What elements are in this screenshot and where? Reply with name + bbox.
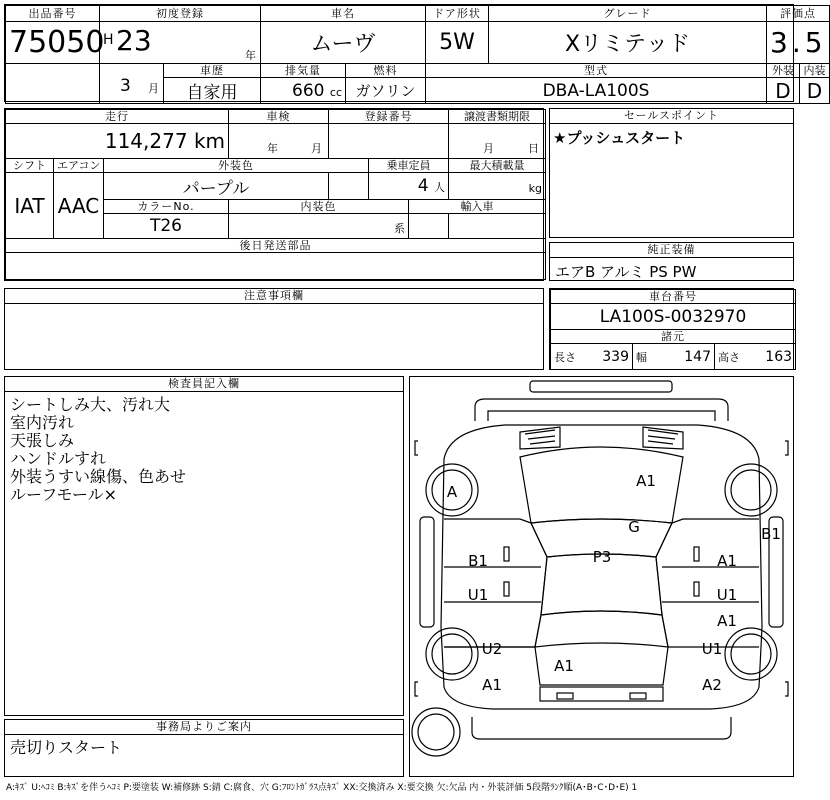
notes-block: [4, 288, 544, 370]
color-no-value: T26: [104, 214, 229, 239]
damage-mark: B1: [761, 525, 781, 543]
damage-mark: A: [446, 483, 458, 501]
fuel-value: ガソリン: [346, 78, 426, 104]
car-name-value: ムーヴ: [261, 22, 426, 64]
color-no-label: カラーNo.: [104, 200, 229, 214]
lot-no-value: 75050: [6, 22, 100, 64]
width-cell: [633, 344, 715, 370]
sales-point-block: [549, 108, 794, 238]
inspector-note: ハンドルすれ: [10, 449, 107, 468]
int-color-label: 内装色: [229, 200, 409, 214]
header-block: [4, 4, 827, 103]
damage-mark: U2: [481, 640, 503, 658]
inspector-note: シートしみ大、汚れ大: [10, 395, 171, 414]
person-unit: 人: [434, 181, 446, 195]
inspection-cell: [229, 124, 329, 159]
damage-diagram: [409, 376, 794, 777]
inspector-notes: [5, 392, 403, 508]
inspection-month-unit: 月: [311, 142, 323, 156]
inspector-note: ルーフモール×: [10, 485, 118, 504]
inspector-block: [4, 376, 404, 716]
inspector-note: 外装うすい線傷、色あせ: [10, 467, 187, 486]
later-parts-label: 後日発送部品: [6, 239, 546, 253]
interior-label: 内装: [800, 64, 830, 78]
reg-no-label: 登録番号: [329, 110, 449, 124]
reg-month-cell: [100, 64, 164, 104]
score-label: 評価点: [767, 6, 830, 22]
max-load-cell: [449, 173, 546, 200]
office-label: 事務局よりご案内: [5, 720, 403, 735]
chassis-value: LA100S-0032970: [551, 304, 796, 330]
transfer-day-unit: 日: [528, 142, 540, 156]
width-value: 147: [684, 348, 711, 365]
damage-mark: G: [628, 518, 640, 536]
grade-label: グレード: [489, 6, 767, 22]
first-reg-year-cell: [100, 22, 261, 64]
length-label: 長さ: [554, 350, 576, 364]
import-label: 輸入車: [409, 200, 546, 214]
damage-mark: A1: [717, 552, 737, 570]
inspection-label: 車検: [229, 110, 329, 124]
ext-color-extra: [329, 173, 369, 200]
aircon-label: エアコン: [54, 159, 104, 173]
grade-value: Xリミテッド: [489, 22, 767, 64]
transfer-deadline-cell: [449, 124, 546, 159]
shift-label: シフト: [6, 159, 54, 173]
displacement-value: 660: [292, 80, 325, 101]
year-unit: 年: [245, 49, 256, 62]
vehicle-details-block: [4, 108, 544, 281]
damage-mark: U1: [467, 586, 489, 604]
mileage-value: 114,277: [104, 129, 188, 154]
door-type-label: ドア形状: [426, 6, 489, 22]
capacity-label: 乗車定員: [369, 159, 449, 173]
inspector-note: 室内汚れ: [10, 413, 75, 432]
history-value: 自家用: [164, 78, 261, 104]
ext-color-value: パープル: [104, 173, 329, 200]
sales-point-value: ★プッシュスタート: [553, 129, 686, 147]
inspector-label: 検査員記入欄: [5, 377, 403, 392]
shift-value: IAT: [6, 173, 54, 239]
displacement-cell: [261, 78, 346, 104]
kg-unit: kg: [528, 181, 543, 195]
damage-mark: U1: [701, 640, 723, 658]
ext-color-label: 外装色: [104, 159, 369, 173]
score-value: 3.5: [767, 22, 830, 64]
km-unit: km: [193, 129, 226, 154]
genuine-value: エアB アルミ PS PW: [555, 263, 697, 281]
car-name-label: 車名: [261, 6, 426, 22]
reg-month-value: 3: [120, 76, 131, 96]
kei-unit: 系: [394, 221, 406, 235]
chassis-block: [549, 288, 794, 370]
height-value: 163: [765, 348, 793, 365]
door-type-value: 5W: [426, 22, 489, 64]
model-code-label: 型式: [426, 64, 767, 78]
month-unit: 月: [148, 82, 159, 95]
interior-value: D: [800, 78, 830, 104]
capacity-value: 4: [417, 176, 429, 197]
reg-no-value: [329, 124, 449, 159]
reg-year-value: 23: [116, 24, 152, 57]
length-value: 339: [602, 348, 629, 365]
history-label: 車歴: [164, 64, 261, 78]
model-code-value: DBA-LA100S: [426, 78, 767, 104]
damage-mark: B1: [468, 552, 488, 570]
width-label: 幅: [636, 350, 647, 364]
exterior-label: 外装: [767, 64, 800, 78]
damage-mark: A1: [717, 612, 737, 630]
genuine-label: 純正装備: [550, 243, 793, 258]
transfer-month-unit: 月: [483, 142, 495, 156]
length-cell: [551, 344, 633, 370]
specs-label: 諸元: [551, 330, 796, 344]
displacement-label: 排気量: [261, 64, 346, 78]
transfer-deadline-label: 譲渡書類期限: [449, 110, 546, 124]
damage-mark: P3: [592, 548, 612, 566]
import-cell-b: [449, 214, 546, 239]
max-load-label: 最大積載量: [449, 159, 546, 173]
damage-mark: A1: [636, 472, 656, 490]
later-parts-value: [6, 253, 546, 280]
car-diagram-svg: [410, 377, 793, 776]
damage-mark: A1: [482, 676, 502, 694]
capacity-cell: [369, 173, 449, 200]
exterior-value: D: [767, 78, 800, 104]
fuel-label: 燃料: [346, 64, 426, 78]
era-label: H: [103, 32, 114, 48]
height-label: 高さ: [718, 350, 740, 364]
notes-label: 注意事項欄: [5, 289, 543, 304]
mileage-cell: [6, 124, 229, 159]
int-color-cell: [229, 214, 409, 239]
height-cell: [715, 344, 796, 370]
office-notes: 売切りスタート: [10, 738, 123, 757]
import-cell-a: [409, 214, 449, 239]
mileage-label: 走行: [6, 110, 229, 124]
damage-mark: A2: [702, 676, 722, 694]
damage-mark: U1: [716, 586, 738, 604]
legend-text: A:ｷｽﾞ U:ﾍｺﾐ B:ｷｽﾞを伴うﾍｺﾐ P:要塗装 W:補修跡 S:錆 C:腐食、穴 G:ﾌﾛﾝﾄｶﾞﾗｽ点ｷｽﾞ XX:交換済み X:要交換 欠:欠品 内・外装評価 5段階ﾗﾝｸ順(A･B･C･D･E) 1: [6, 783, 638, 793]
inspector-note: 天張しみ: [10, 431, 75, 450]
sales-point-label: セールスポイント: [550, 109, 793, 124]
lot-no-label: 出品番号: [6, 6, 100, 22]
first-reg-label: 初度登録: [100, 6, 261, 22]
aircon-value: AAC: [54, 173, 104, 239]
cc-unit: cc: [329, 85, 342, 99]
chassis-label: 車台番号: [551, 290, 796, 304]
lot-no-blank: [6, 64, 100, 104]
damage-mark: A1: [554, 657, 574, 675]
office-block: [4, 719, 404, 777]
inspection-year-unit: 年: [267, 142, 279, 156]
genuine-block: [549, 242, 794, 281]
